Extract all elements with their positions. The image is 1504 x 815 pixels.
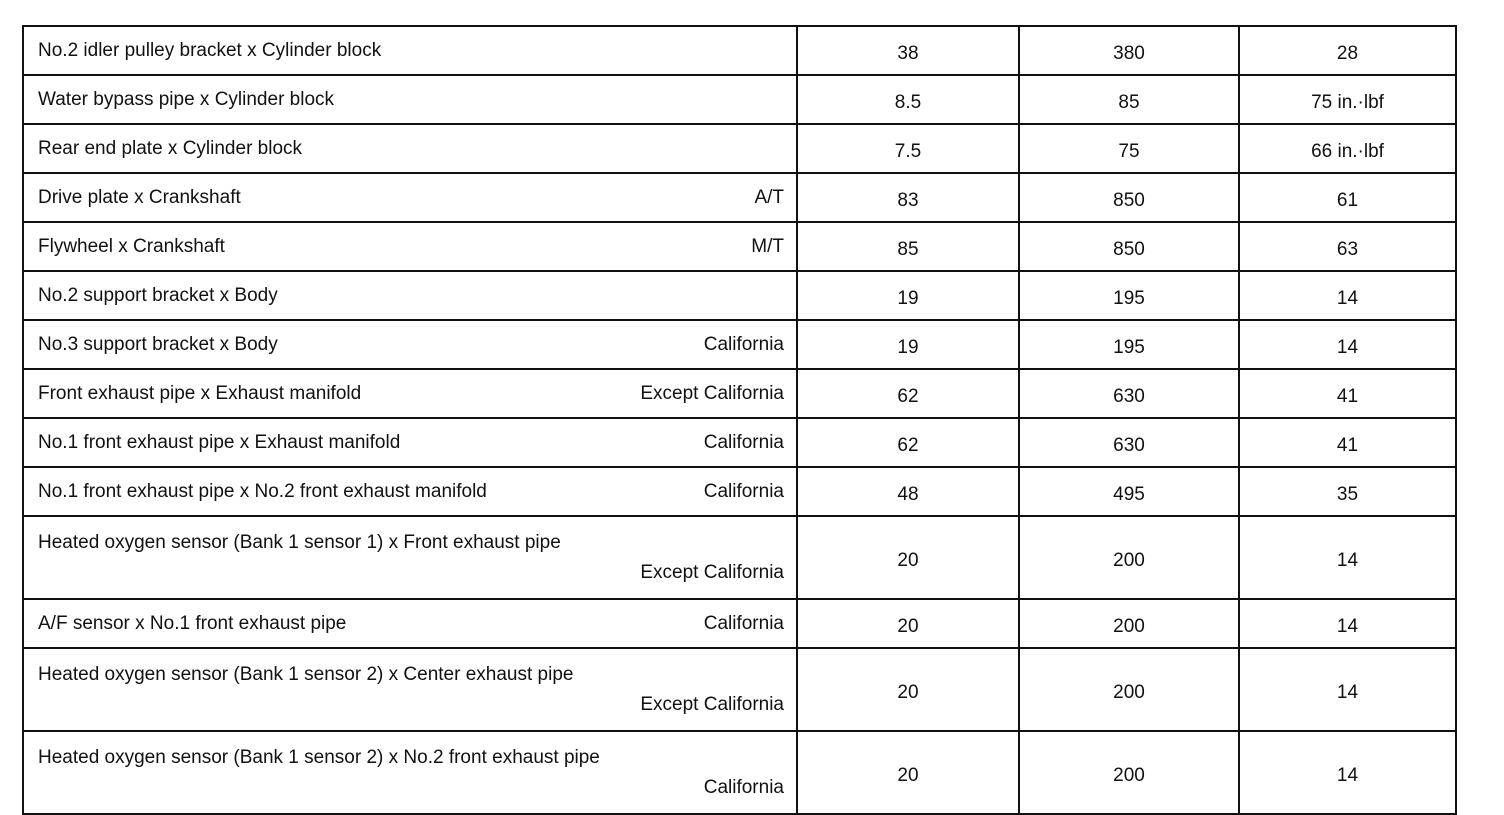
- torque-ft-lbf: 14: [1239, 731, 1456, 814]
- torque-nm: 8.5: [797, 75, 1019, 124]
- torque-kgf-cm: 195: [1019, 320, 1239, 369]
- torque-nm: 62: [797, 418, 1019, 467]
- torque-ft-lbf: 14: [1239, 320, 1456, 369]
- torque-kgf-cm: 85: [1019, 75, 1239, 124]
- torque-ft-lbf: 41: [1239, 418, 1456, 467]
- part-cell: [23, 173, 797, 222]
- table-row: [23, 648, 1456, 731]
- torque-nm: 20: [797, 731, 1019, 814]
- torque-nm: 38: [797, 26, 1019, 75]
- part-description: Heated oxygen sensor (Bank 1 sensor 1) x Front exhaust pipe: [38, 531, 561, 553]
- part-description: Heated oxygen sensor (Bank 1 sensor 2) x Center exhaust pipe: [38, 663, 574, 685]
- part-description: Heated oxygen sensor (Bank 1 sensor 2) x No.2 front exhaust pipe: [38, 746, 600, 768]
- table-row: [23, 75, 1456, 124]
- table-row: [23, 173, 1456, 222]
- torque-ft-lbf: 35: [1239, 467, 1456, 516]
- part-description: Drive plate x Crankshaft: [38, 186, 241, 208]
- part-condition: Except California: [640, 382, 784, 404]
- part-cell: [23, 271, 797, 320]
- part-condition: Except California: [640, 693, 784, 715]
- torque-kgf-cm: 850: [1019, 222, 1239, 271]
- torque-nm: 19: [797, 320, 1019, 369]
- torque-nm: 20: [797, 648, 1019, 731]
- part-cell: [23, 222, 797, 271]
- part-description: Rear end plate x Cylinder block: [38, 137, 303, 159]
- part-description: No.1 front exhaust pipe x Exhaust manifold: [38, 431, 401, 453]
- torque-nm: 20: [797, 599, 1019, 648]
- part-condition: Except California: [640, 561, 784, 583]
- torque-nm: 85: [797, 222, 1019, 271]
- torque-ft-lbf: 14: [1239, 516, 1456, 599]
- part-description: A/F sensor x No.1 front exhaust pipe: [38, 612, 347, 634]
- part-condition: M/T: [751, 235, 784, 257]
- torque-kgf-cm: 380: [1019, 26, 1239, 75]
- torque-kgf-cm: 630: [1019, 369, 1239, 418]
- torque-nm: 83: [797, 173, 1019, 222]
- table-row: [23, 222, 1456, 271]
- torque-ft-lbf: 63: [1239, 222, 1456, 271]
- torque-nm: 62: [797, 369, 1019, 418]
- part-description: No.2 idler pulley bracket x Cylinder block: [38, 39, 382, 61]
- part-cell: [23, 516, 797, 599]
- torque-ft-lbf: 14: [1239, 599, 1456, 648]
- torque-kgf-cm: 850: [1019, 173, 1239, 222]
- part-description: Front exhaust pipe x Exhaust manifold: [38, 382, 362, 404]
- torque-ft-lbf: 14: [1239, 648, 1456, 731]
- torque-ft-lbf: 61: [1239, 173, 1456, 222]
- part-condition: California: [703, 612, 784, 634]
- table-row: [23, 124, 1456, 173]
- part-cell: [23, 369, 797, 418]
- table-row: [23, 320, 1456, 369]
- torque-kgf-cm: 195: [1019, 271, 1239, 320]
- torque-ft-lbf: 75 in.·lbf: [1239, 75, 1456, 124]
- part-cell: [23, 124, 797, 173]
- torque-nm: 20: [797, 516, 1019, 599]
- part-cell: [23, 418, 797, 467]
- torque-kgf-cm: 495: [1019, 467, 1239, 516]
- table-row: [23, 599, 1456, 648]
- part-cell: [23, 26, 797, 75]
- torque-kgf-cm: 200: [1019, 731, 1239, 814]
- table-row: [23, 731, 1456, 814]
- torque-ft-lbf: 28: [1239, 26, 1456, 75]
- part-description: Flywheel x Crankshaft: [38, 235, 225, 257]
- torque-ft-lbf: 41: [1239, 369, 1456, 418]
- part-cell: [23, 731, 797, 814]
- torque-nm: 48: [797, 467, 1019, 516]
- torque-kgf-cm: 630: [1019, 418, 1239, 467]
- torque-kgf-cm: 200: [1019, 648, 1239, 731]
- torque-kgf-cm: 200: [1019, 516, 1239, 599]
- part-condition: California: [703, 333, 784, 355]
- part-description: No.2 support bracket x Body: [38, 284, 278, 306]
- part-cell: [23, 467, 797, 516]
- torque-kgf-cm: 200: [1019, 599, 1239, 648]
- table-row: [23, 418, 1456, 467]
- part-cell: [23, 75, 797, 124]
- torque-kgf-cm: 75: [1019, 124, 1239, 173]
- table-row: [23, 369, 1456, 418]
- part-cell: [23, 320, 797, 369]
- table-row: [23, 516, 1456, 599]
- table-row: [23, 271, 1456, 320]
- part-condition: California: [703, 480, 784, 502]
- torque-ft-lbf: 14: [1239, 271, 1456, 320]
- part-cell: [23, 648, 797, 731]
- part-condition: A/T: [754, 186, 784, 208]
- part-description: No.1 front exhaust pipe x No.2 front exhaust manifold: [38, 480, 487, 502]
- torque-spec-table: [22, 25, 1457, 815]
- part-description: No.3 support bracket x Body: [38, 333, 278, 355]
- table-row: [23, 26, 1456, 75]
- part-description: Water bypass pipe x Cylinder block: [38, 88, 335, 110]
- part-condition: California: [703, 431, 784, 453]
- part-cell: [23, 599, 797, 648]
- torque-ft-lbf: 66 in.·lbf: [1239, 124, 1456, 173]
- table-row: [23, 467, 1456, 516]
- torque-nm: 7.5: [797, 124, 1019, 173]
- part-condition: California: [703, 776, 784, 798]
- torque-nm: 19: [797, 271, 1019, 320]
